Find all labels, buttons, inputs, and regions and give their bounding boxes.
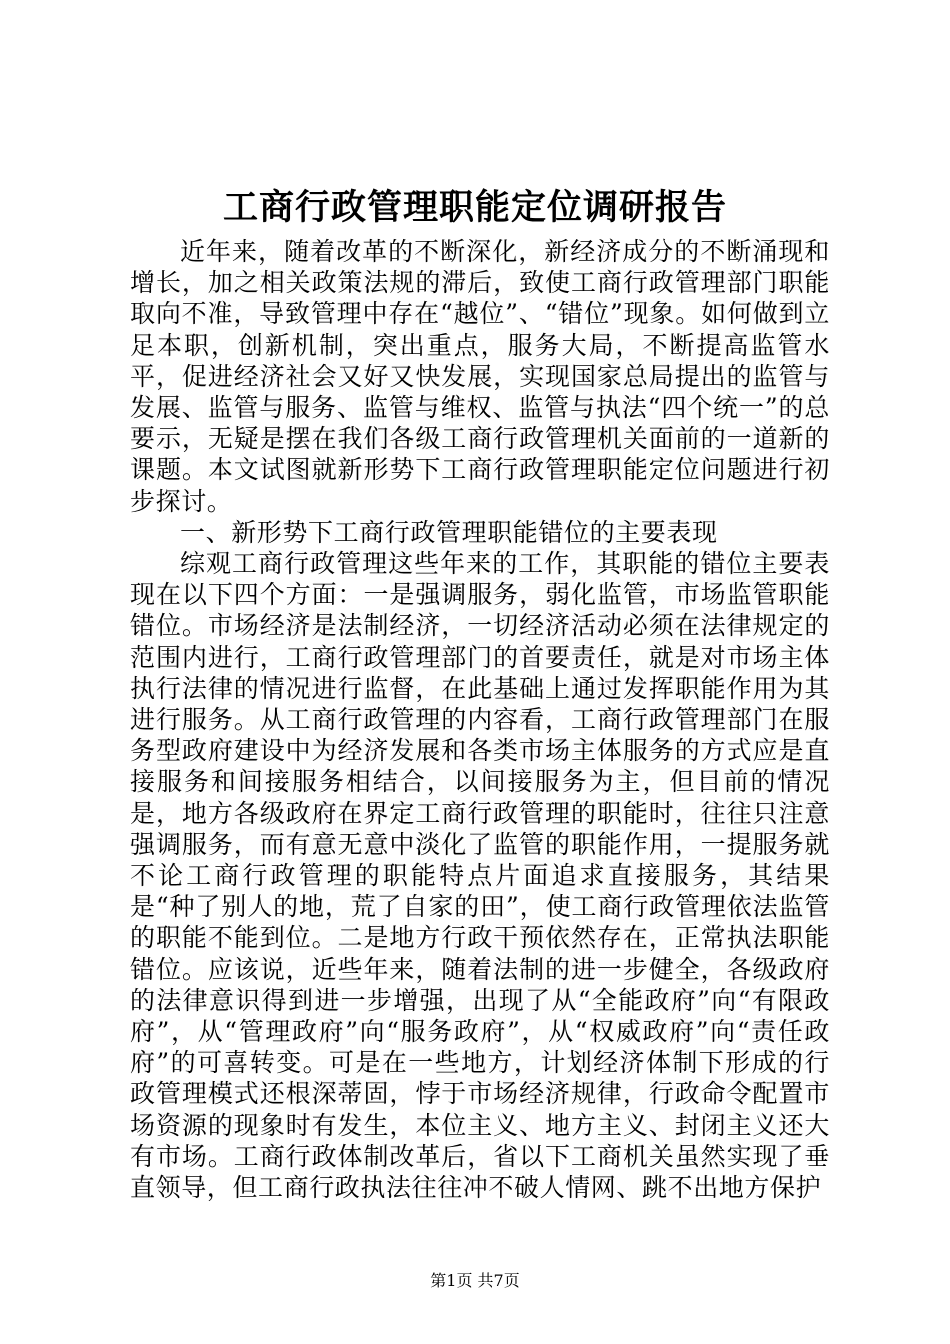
section-heading: 一、新形势下工商行政管理职能错位的主要表现 bbox=[180, 517, 718, 547]
intro-paragraph: 近年来，随着改革的不断深化，新经济成分的不断涌现和增长，加之相关政策法规的滞后，致使工商行政管理部门职能取向不准，导致管理中存在“越位”、“错位”现象。如何做到立足本职，创新机制，突出重点，服务大局，不断提高监管水平，促进经济社会又好又快发展，实现国家总局提出的监管与发展、监管与服务、监管与维权、监管与执法“四个统一”的总要示，无疑是摆在我们各级工商行政管理机关面前的一道新的课题。本文试图就新形势下工商行政管理职能定位问题进行初步探讨。 bbox=[130, 237, 830, 516]
document-body bbox=[130, 236, 830, 1203]
document-title: 工商行政管理职能定位调研报告 bbox=[222, 187, 727, 228]
page-number-footer: 第1页 共7页 bbox=[430, 1271, 520, 1290]
body-paragraph: 综观工商行政管理这些年来的工作，其职能的错位主要表现在以下四个方面：一是强调服务，弱化监管，市场监管职能错位。市场经济是法制经济，一切经济活动必须在法律规定的范围内进行，工商行政管理部门的首要责任，就是对市场主体执行法律的情况进行监督，在此基础上通过发挥职能作用为其进行服务。从工商行政管理的内容看，工商行政管理部门在服务型政府建设中为经济发展和各类市场主体服务的方式应是直接服务和间接服务相结合，以间接服务为主，但目前的情况是，地方各级政府在界定工商行政管理的职能时，往往只注意强调服务，而有意无意中淡化了监管的职能作用，一提服务就不论工商行政管理的职能特点片面追求直接服务，其结果是“种了别人的地，荒了自家的田”，使工商行政管理依法监管的职能不能到位。二是地方行政干预依然存在，正常执法职能错位。应该说，近些年来，随着法制的进一步健全，各级政府的法律意识得到进一步增强，出现了从“全能政府”向“有限政府”，从“管理政府”向“服务政府”，从“权威政府”向“责任政府”的可喜转变。可是在一些地方，计划经济体制下形成的行政管理模式还根深蒂固，悖于市场经济规律，行政命令配置市场资源的现象时有发生，本位主义、地方主义、封闭主义还大有市场。工商行政体制改革后，省以下工商机关虽然实现了垂直领导，但工商行政执法往往冲不破人情网、跳不出地方保护 bbox=[130, 549, 830, 1203]
